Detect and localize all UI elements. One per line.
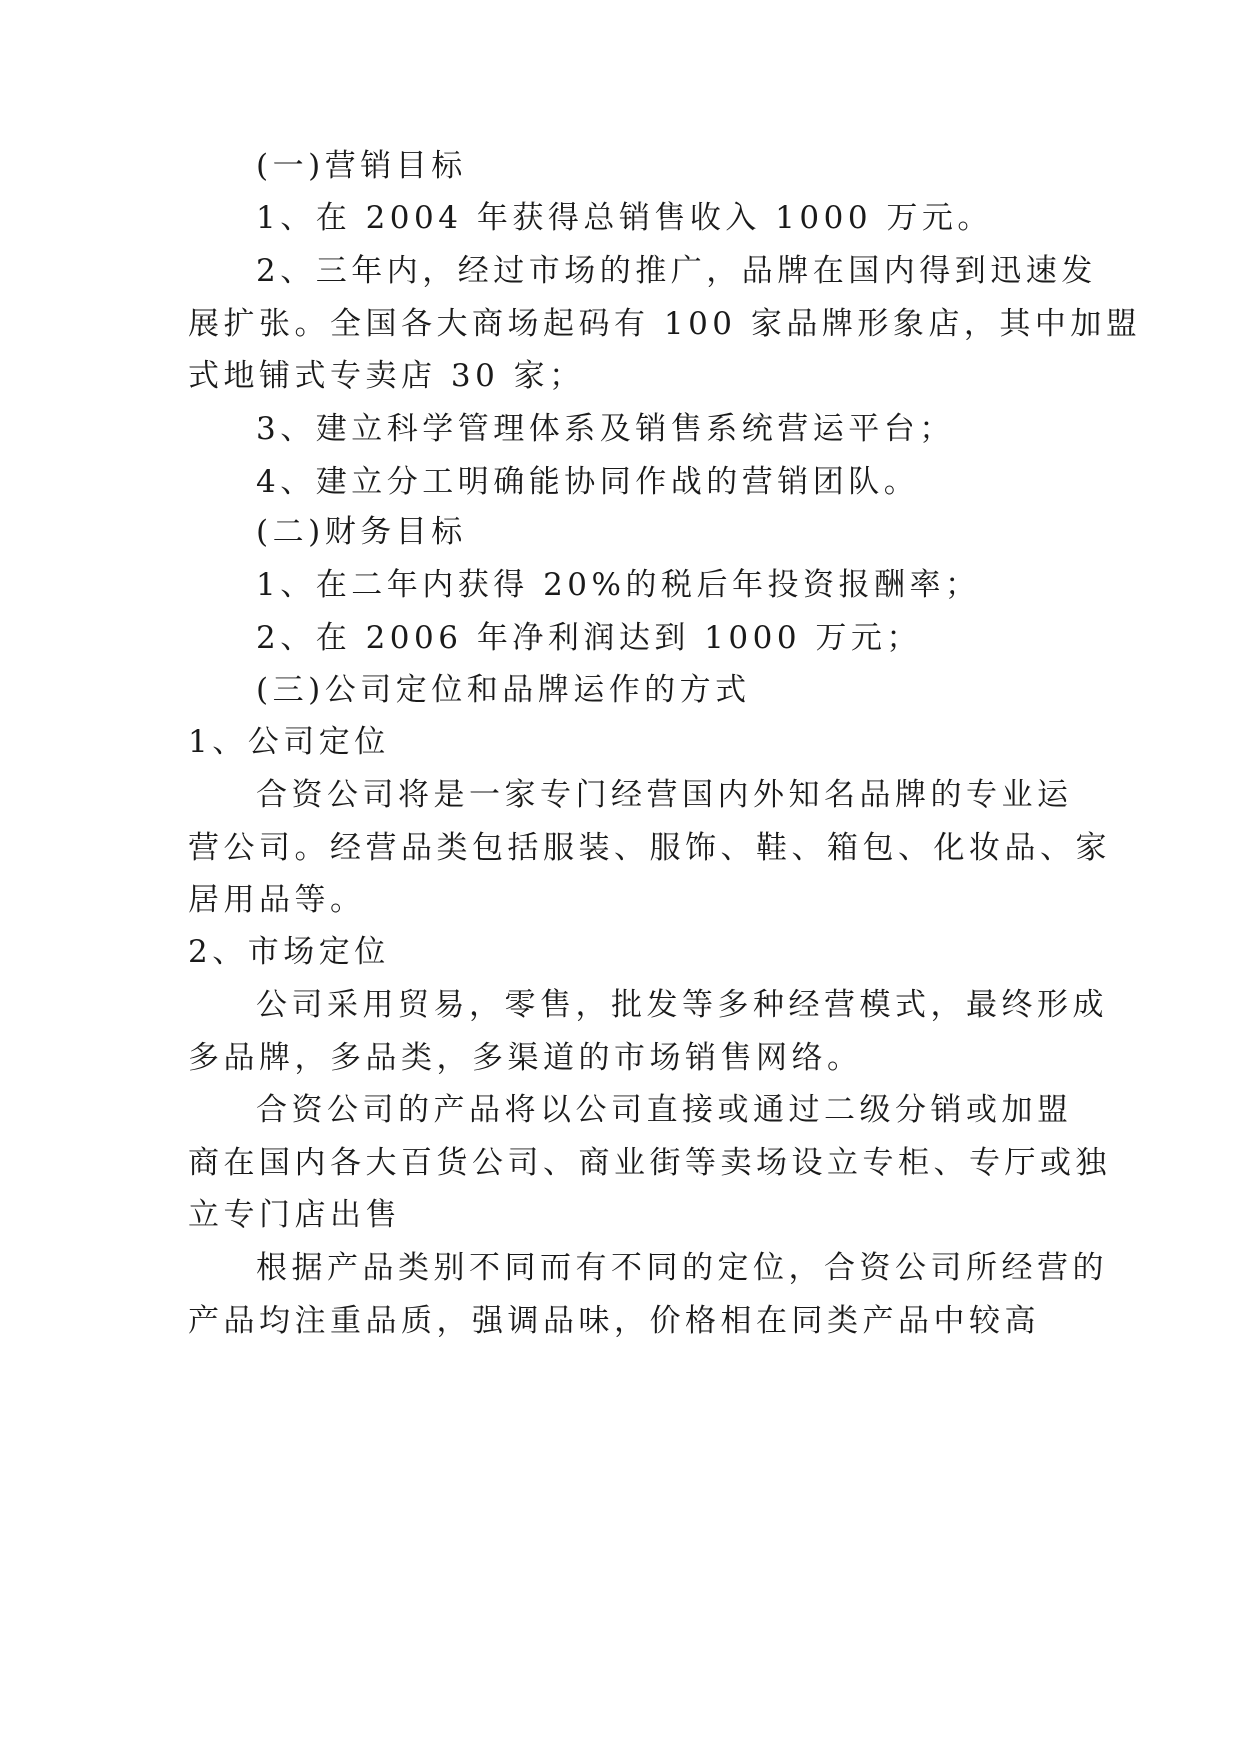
company-positioning-line-2: 营公司。经营品类包括服装、服饰、鞋、箱包、化妆品、家	[188, 830, 1111, 866]
company-positioning-heading: 1、公司定位	[188, 724, 390, 760]
company-positioning-line-1: 合资公司将是一家专门经营国内外知名品牌的专业运	[256, 777, 1073, 813]
market-positioning-heading: 2、市场定位	[188, 934, 390, 970]
positioning-heading: (三)公司定位和品牌运作的方式	[256, 672, 751, 708]
market-paragraph-1-line-2: 多品牌，多品类，多渠道的市场销售网络。	[188, 1040, 863, 1076]
marketing-goals-heading: (一)营销目标	[256, 148, 467, 184]
marketing-goal-item-3: 3、建立科学管理体系及销售系统营运平台；	[256, 411, 955, 447]
market-paragraph-1-line-1: 公司采用贸易，零售，批发等多种经营模式，最终形成	[256, 987, 1108, 1023]
market-paragraph-2-line-1: 合资公司的产品将以公司直接或通过二级分销或加盟	[256, 1092, 1073, 1128]
marketing-goal-item-2-line-3: 式地铺式专卖店 30 家；	[188, 358, 585, 394]
financial-goal-item-2: 2、在 2006 年净利润达到 1000 万元；	[256, 620, 922, 656]
marketing-goal-item-2-line-2: 展扩张。全国各大商场起码有 100 家品牌形象店，其中加盟	[188, 306, 1142, 342]
company-positioning-line-3: 居用品等。	[188, 882, 366, 918]
market-paragraph-2-line-2: 商在国内各大百货公司、商业街等卖场设立专柜、专厅或独	[188, 1145, 1111, 1181]
market-paragraph-3-line-1: 根据产品类别不同而有不同的定位，合资公司所经营的	[256, 1250, 1108, 1286]
financial-goal-item-1: 1、在二年内获得 20%的税后年投资报酬率；	[256, 567, 981, 603]
marketing-goal-item-4: 4、建立分工明确能协同作战的营销团队。	[256, 464, 920, 500]
marketing-goal-item-2-line-1: 2、三年内，经过市场的推广，品牌在国内得到迅速发	[256, 253, 1097, 289]
financial-goals-heading: (二)财务目标	[256, 514, 467, 550]
marketing-goal-item-1: 1、在 2004 年获得总销售收入 1000 万元。	[256, 200, 993, 236]
market-paragraph-2-line-3: 立专门店出售	[188, 1197, 401, 1233]
market-paragraph-3-line-2: 产品均注重品质，强调品味，价格相在同类产品中较高	[188, 1303, 1040, 1339]
